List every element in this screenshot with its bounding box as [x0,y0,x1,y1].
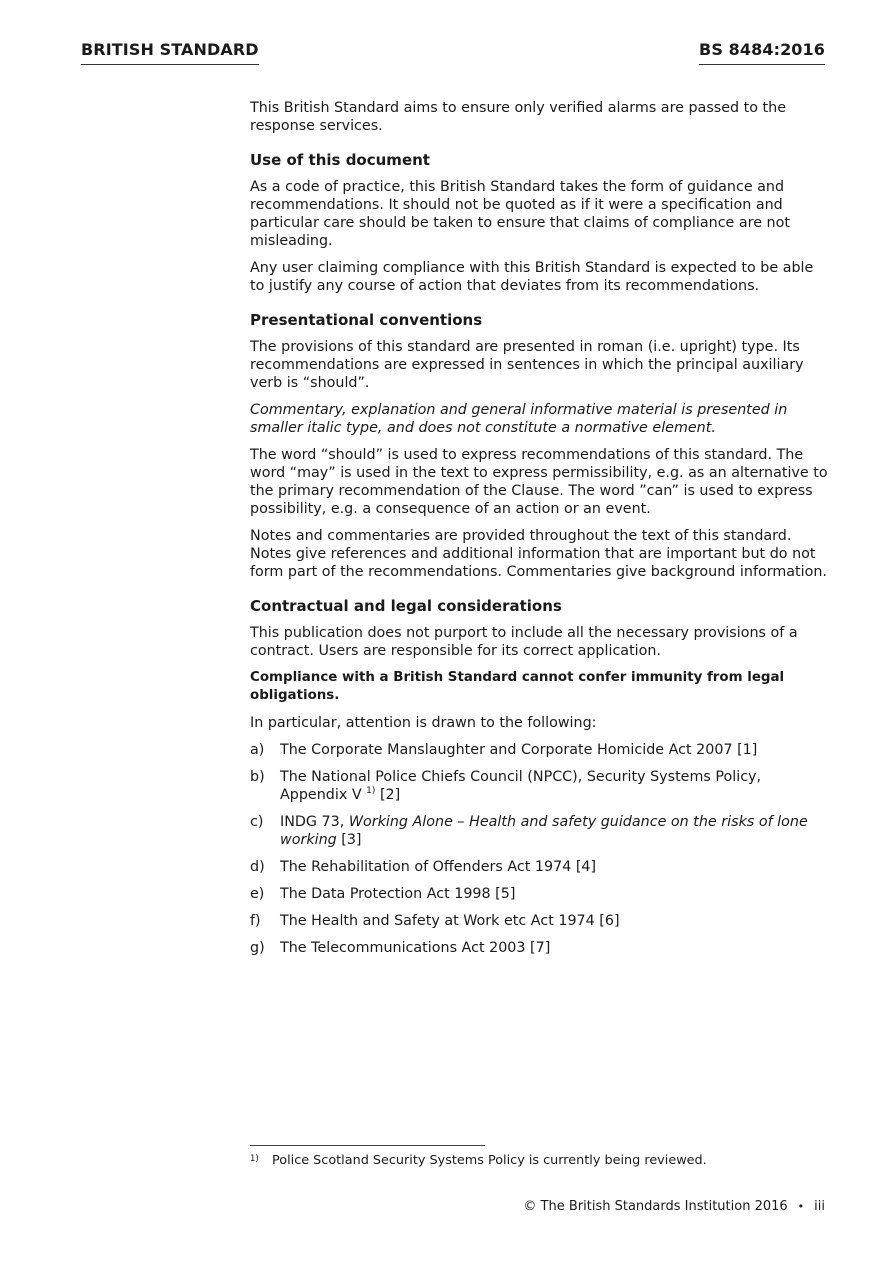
list-item [250,813,828,849]
footnote-text: Police Scotland Security Systems Policy is currently being reviewed. [272,1153,707,1168]
list-marker: g) [250,940,265,956]
main-content [250,99,828,966]
list-item-text [280,768,828,804]
list-item-text-code: INDG 73, [280,814,349,830]
list-marker: c) [250,814,264,830]
list-item-reference: [2] [375,787,401,803]
list-item [250,912,828,930]
list-marker: d) [250,859,265,875]
list-item-text: The Health and Safety at Work etc Act 1974 [6] [280,913,620,929]
list-item [250,939,828,957]
list-item-text: The Telecommunications Act 2003 [7] [280,940,551,956]
list-item-text: The Corporate Manslaughter and Corporate Homicide Act 2007 [1] [280,742,758,758]
list-item-text: The Rehabilitation of Offenders Act 1974 [4] [280,859,597,875]
list-item [250,741,828,759]
section-heading-use: Use of this document [250,151,430,169]
copyright-notice: © The British Standards Institution 2016 [523,1199,788,1214]
footnote [250,1153,707,1169]
conventions-paragraph-3: The word “should” is used to express recommendations of this standard. The word “may” is used in the text to express permissibility, e.g. as an alternative to the primary recommendation of the Clause. The word ”can” is used to express possibility, e.g. a consequence of an action or an event. [250,447,828,517]
list-item-text [280,813,828,849]
footnote-divider [250,1145,485,1146]
list-marker: e) [250,886,265,902]
list-marker: a) [250,742,265,758]
list-item-text-main: The National Police Chiefs Council (NPCC), Security Systems Policy, Appendix V [280,769,762,803]
page-number: iii [814,1199,825,1214]
conventions-paragraph-italic: Commentary, explanation and general informative material is presented in smaller italic type, and does not constitute a normative element. [250,402,788,436]
legal-paragraph-3: In particular, attention is drawn to the following: [250,715,597,731]
footer-bullet: • [797,1200,805,1213]
page-footer [523,1199,825,1215]
conventions-paragraph-1: The provisions of this standard are presented in roman (i.e. upright) type. Its recommendations are expressed in sentences in which the principal auxiliary verb is “should”. [250,339,804,391]
list-marker: b) [250,769,265,785]
running-header-right: BS 8484:2016 [699,40,825,65]
list-item [250,858,828,876]
use-paragraph-1: As a code of practice, this British Standard takes the form of guidance and recommendations. It should not be quoted as if it were a specification and particular care should be taken to ensure that claims of compliance are not misleading. [250,179,790,249]
list-item [250,768,828,804]
list-item-text: The Data Protection Act 1998 [5] [280,886,516,902]
running-header-left: BRITISH STANDARD [81,40,259,65]
intro-paragraph: This British Standard aims to ensure only verified alarms are passed to the response services. [250,100,786,134]
section-heading-conventions: Presentational conventions [250,311,483,329]
list-item [250,885,828,903]
footnote-reference: 1) [366,786,376,797]
legal-paragraph-1: This publication does not purport to include all the necessary provisions of a contract. Users are responsible for its correct application. [250,625,798,659]
legislation-list [250,741,828,957]
use-paragraph-2: Any user claiming compliance with this British Standard is expected to be able to justify any course of action that deviates from its recommendations. [250,260,814,294]
conventions-paragraph-4: Notes and commentaries are provided throughout the text of this standard. Notes give references and additional information that are important but do not form part of the recommendations. Commentaries give background information. [250,528,827,580]
footnote-marker: 1) [250,1154,259,1164]
legal-paragraph-bold: Compliance with a British Standard cannot confer immunity from legal obligations. [250,670,785,703]
list-item-text-title: Working Alone – Health and safety guidance on the risks of lone working [280,814,808,848]
list-item-reference: [3] [336,832,362,848]
section-heading-legal: Contractual and legal considerations [250,597,562,615]
list-marker: f) [250,913,261,929]
